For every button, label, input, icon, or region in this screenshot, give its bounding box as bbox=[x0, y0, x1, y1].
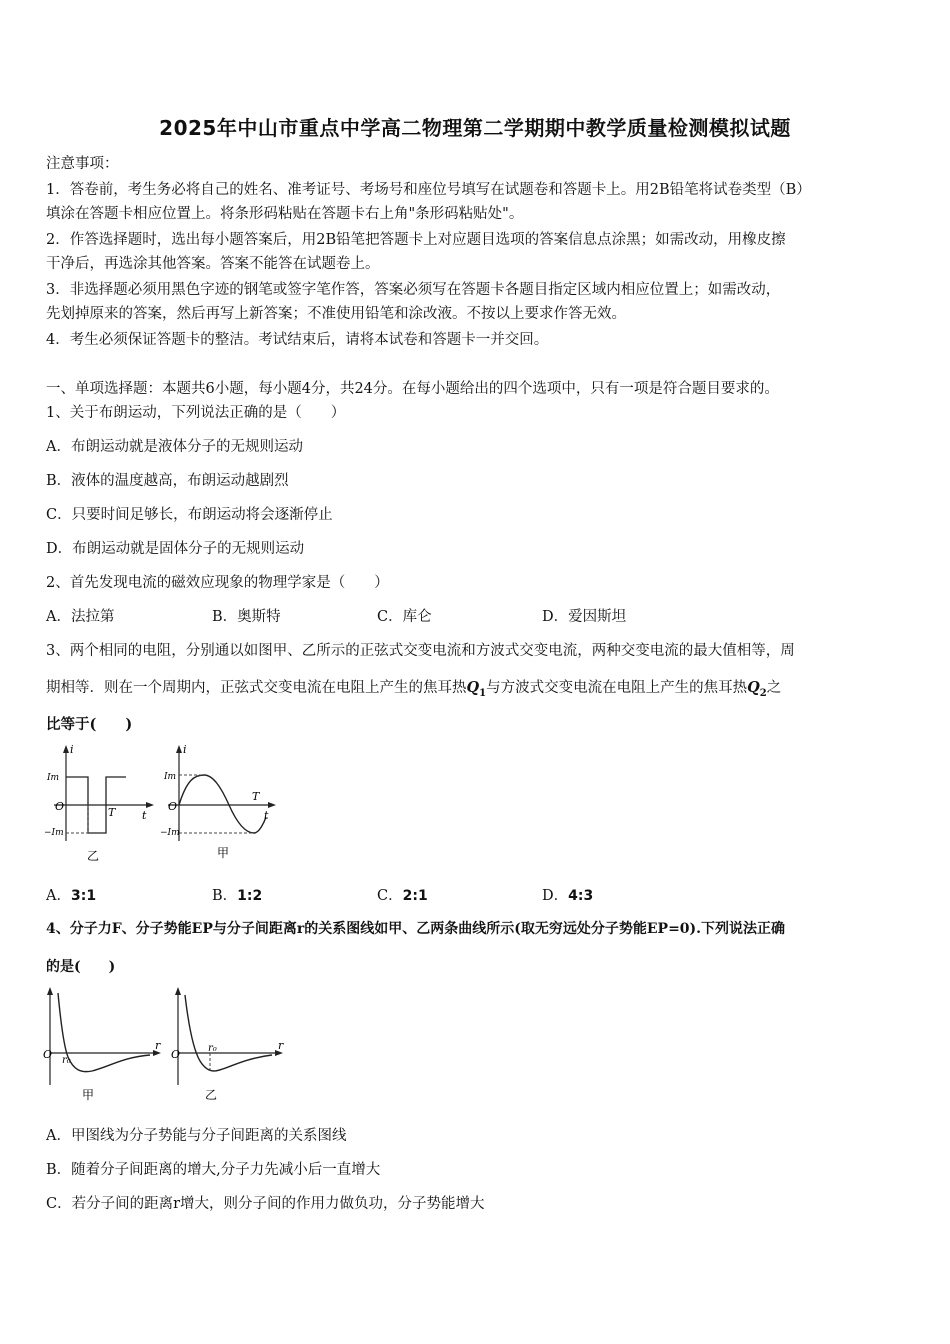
curve bbox=[185, 995, 272, 1071]
option-label: B． bbox=[212, 888, 238, 904]
notice-line: 2．作答选择题时，选出每小题答案后，用2B铅笔把答题卡上对应题目选项的答案信息点涂黑；如需改动，用橡皮擦 bbox=[46, 232, 786, 248]
axis-label-t: t bbox=[142, 809, 147, 822]
option-label: A． bbox=[46, 888, 71, 904]
notice-line: 填涂在答题卡相应位置上。将条形码粘贴在答题卡右上角"条形码粘贴处"。 bbox=[46, 206, 524, 222]
q1-stem: 1、关于布朗运动，下列说法正确的是（ ） bbox=[46, 405, 346, 421]
q3-stem-line3: 比等于( ) bbox=[46, 716, 133, 733]
q4-stem-line2: 的是( ) bbox=[46, 959, 116, 975]
origin-label: O bbox=[171, 1048, 181, 1061]
page-title: 2025年中山市重点中学高二物理第二学期期中教学质量检测模拟试题 bbox=[159, 116, 791, 140]
q1-subscript: 1 bbox=[479, 687, 487, 699]
r0-label: r₀ bbox=[208, 1043, 217, 1054]
origin-label: O bbox=[43, 1048, 53, 1061]
origin-label: O bbox=[55, 800, 65, 813]
q1-option-b: B．液体的温度越高，布朗运动越剧烈 bbox=[46, 473, 289, 489]
notice-line: 3．非选择题必须用黑色字迹的钢笔或签字笔作答，答案必须写在答题卡各题目指定区域内相应位置上；如需改动， bbox=[46, 282, 781, 298]
axis-label-i: i bbox=[70, 743, 74, 756]
period-label: T bbox=[108, 806, 116, 819]
q1-option-a: A．布朗运动就是液体分子的无规则运动 bbox=[46, 439, 303, 455]
sine-curve bbox=[179, 775, 266, 833]
axis-label-r: r bbox=[278, 1039, 284, 1052]
q3-option-b bbox=[212, 884, 262, 905]
option-value: 1:2 bbox=[237, 888, 263, 904]
figure-caption: 乙 bbox=[87, 849, 100, 863]
period-label: T bbox=[252, 790, 260, 803]
option-value: 4:3 bbox=[568, 888, 594, 904]
figure-caption: 乙 bbox=[205, 1088, 218, 1102]
q4-option-b: B．随着分子间距离的增大,分子力先减小后一直增大 bbox=[46, 1162, 381, 1178]
q3-text: 之 bbox=[766, 680, 782, 696]
q2-option-b: B．奥斯特 bbox=[212, 609, 281, 625]
q4-option-a: A．甲图线为分子势能与分子间距离的关系图线 bbox=[46, 1128, 347, 1144]
q2-subscript: 2 bbox=[759, 687, 767, 699]
q3-option-a bbox=[46, 884, 96, 905]
notice-line: 1．答卷前，考生务必将自己的姓名、准考证号、考场号和座位号填写在试题卷和答题卡上。用2B铅笔将试卷类型（B） bbox=[46, 182, 811, 198]
notice-line: 先划掉原来的答案，然后再写上新答案；不准使用铅笔和涂改液。不按以上要求作答无效。 bbox=[46, 306, 626, 322]
r0-label: r₀ bbox=[62, 1055, 71, 1066]
q1-option-d: D．布朗运动就是固体分子的无规则运动 bbox=[46, 541, 305, 557]
option-value: 3:1 bbox=[70, 888, 97, 904]
q1-option-c: C．只要时间足够长，布朗运动将会逐渐停止 bbox=[46, 507, 333, 523]
label-im: Im bbox=[164, 772, 177, 782]
sine-wave-figure bbox=[160, 743, 290, 865]
potential-curve-figure bbox=[168, 985, 298, 1105]
q3-text: 与方波式交变电流在电阻上产生的焦耳热 bbox=[486, 680, 748, 696]
force-curve-figure bbox=[40, 985, 170, 1105]
figure-caption: 甲 bbox=[217, 846, 230, 860]
q3-text: 期相等．则在一个周期内，正弦式交变电流在电阻上产生的焦耳热 bbox=[46, 680, 467, 696]
q2-symbol: Q bbox=[747, 679, 760, 696]
notice-heading: 注意事项： bbox=[46, 156, 119, 172]
label-neg-im: −Im bbox=[44, 828, 64, 838]
notice-line: 4．考生必须保证答题卡的整洁。考试结束后，请将本试卷和答题卡一并交回。 bbox=[46, 332, 549, 348]
axis-label-r: r bbox=[155, 1039, 161, 1052]
q3-stem-line2 bbox=[46, 676, 781, 699]
q2-option-a: A．法拉第 bbox=[46, 609, 115, 625]
axis-label-t: t bbox=[264, 809, 269, 822]
x-axis-arrow bbox=[146, 802, 154, 808]
y-axis-arrow bbox=[176, 745, 182, 753]
q2-option-d: D．爱因斯坦 bbox=[542, 609, 627, 625]
option-label: D． bbox=[542, 888, 569, 904]
y-axis-arrow bbox=[175, 987, 181, 995]
y-axis-arrow bbox=[47, 987, 53, 995]
option-label: C． bbox=[377, 888, 403, 904]
figure-caption: 甲 bbox=[82, 1088, 95, 1102]
q3-option-d bbox=[542, 884, 593, 905]
axis-label-i: i bbox=[183, 743, 187, 756]
q4-stem-line1: 4、分子力F、分子势能EP与分子间距离r的关系图线如甲、乙两条曲线所示(取无穷远处分子势能EP=0).下列说法正确 bbox=[46, 921, 786, 937]
notice-line: 干净后，再选涂其他答案。答案不能答在试题卷上。 bbox=[46, 256, 380, 272]
curve bbox=[58, 993, 150, 1072]
square-wave-figure bbox=[44, 743, 164, 865]
q1-symbol: Q bbox=[466, 679, 480, 696]
label-im: Im bbox=[47, 773, 60, 783]
q2-stem: 2、首先发现电流的磁效应现象的物理学家是（ ） bbox=[46, 575, 389, 591]
q3-option-c bbox=[377, 884, 428, 905]
option-value: 2:1 bbox=[402, 888, 428, 904]
y-axis-arrow bbox=[63, 745, 69, 753]
origin-label: O bbox=[168, 800, 178, 813]
q2-option-c: C．库仑 bbox=[377, 609, 432, 625]
q3-stem-line1: 3、两个相同的电阻，分别通以如图甲、乙所示的正弦式交变电流和方波式交变电流，两种交变电流的最大值相等，周 bbox=[46, 643, 795, 659]
q4-option-c: C．若分子间的距离r增大，则分子间的作用力做负功，分子势能增大 bbox=[46, 1196, 485, 1212]
x-axis-arrow bbox=[268, 802, 276, 808]
label-neg-im: −Im bbox=[160, 828, 180, 838]
section-heading: 一、单项选择题：本题共6小题，每小题4分，共24分。在每小题给出的四个选项中，只有一项是符合题目要求的。 bbox=[46, 381, 779, 397]
